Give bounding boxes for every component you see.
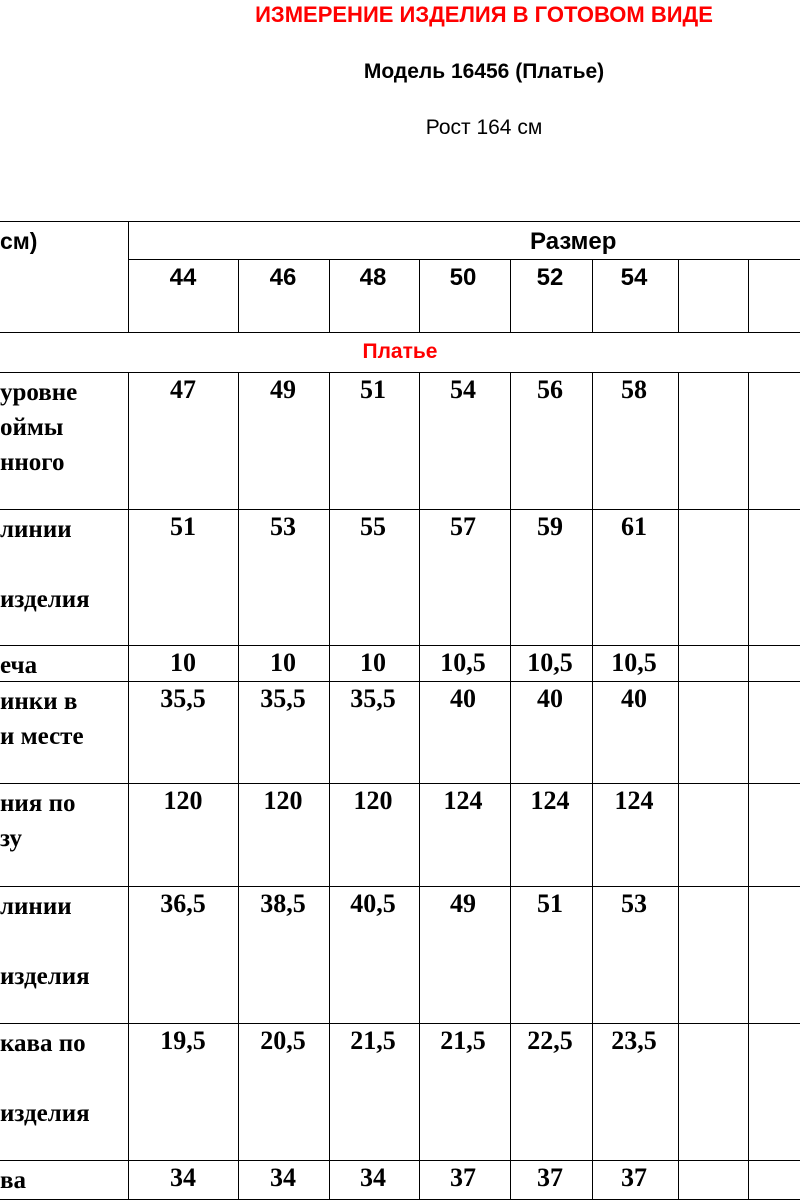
table-cell: 120 [353,786,393,815]
table-cell: 38,5 [260,889,306,918]
row-label: ва [0,1167,27,1194]
table-cell: 10,5 [611,648,657,677]
table-cell: 34 [270,1163,296,1192]
table-cell: 58 [621,375,647,404]
table-cell: 56 [537,375,563,404]
size-header-cell: 46 [269,264,297,291]
table-rule [0,645,800,646]
table-cell: 51 [360,375,386,404]
table-rule [329,259,330,332]
size-header-cell: 48 [359,264,387,291]
row-label: еча [0,652,38,679]
table-rule [0,332,800,333]
unit-label: см) [0,228,38,254]
table-cell: 40 [450,684,476,713]
size-header-cell: 44 [169,264,197,291]
table-cell: 53 [621,889,647,918]
table-cell: 124 [443,786,483,815]
table-cell: 49 [450,889,476,918]
row-label: кава по [0,1030,86,1057]
table-rule [0,681,800,682]
table-rule [0,1023,800,1024]
table-cell: 57 [450,512,476,541]
row-label: линии [0,893,72,920]
table-rule [419,259,420,332]
size-header-cell: 50 [449,264,477,291]
document-title: ИЗМЕРЕНИЕ ИЗДЕЛИЯ В ГОТОВОМ ВИДЕ [255,2,713,27]
row-label: линии [0,516,72,543]
table-cell: 22,5 [527,1026,573,1055]
row-label: оймы [0,414,64,441]
row-label: нного [0,449,65,476]
table-rule [0,372,800,373]
table-cell: 37 [450,1163,476,1192]
table-cell: 36,5 [160,889,206,918]
table-cell: 34 [360,1163,386,1192]
table-cell: 40 [537,684,563,713]
table-rule [0,1199,800,1200]
table-rule [592,259,593,332]
table-cell: 20,5 [260,1026,306,1055]
size-header-cell: 54 [620,264,648,291]
table-cell: 124 [614,786,654,815]
table-cell: 21,5 [440,1026,486,1055]
section-label: Платье [362,340,438,363]
row-label: инки в [0,688,78,715]
table-cell: 37 [621,1163,647,1192]
table-cell: 40 [621,684,647,713]
table-cell: 59 [537,512,563,541]
table-cell: 35,5 [260,684,306,713]
row-label: и месте [0,723,84,750]
size-header-cell: 52 [536,264,564,291]
row-label: изделия [0,586,90,613]
table-rule [0,886,800,887]
height-label: Рост 164 см [425,116,543,139]
table-cell: 35,5 [350,684,396,713]
table-rule [0,509,800,510]
model-name: Модель 16456 (Платье) [363,60,605,83]
table-cell: 35,5 [160,684,206,713]
table-cell: 54 [450,375,476,404]
table-cell: 10 [170,648,196,677]
table-rule [0,221,800,222]
table-cell: 37 [537,1163,563,1192]
row-label: изделия [0,963,90,990]
table-cell: 10 [270,648,296,677]
table-cell: 10,5 [527,648,573,677]
table-cell: 51 [537,889,563,918]
table-cell: 51 [170,512,196,541]
row-label: уровне [0,379,78,406]
table-rule [748,372,749,1200]
table-cell: 55 [360,512,386,541]
table-rule [238,259,239,332]
table-rule [128,221,129,332]
table-cell: 49 [270,375,296,404]
table-rule [678,259,679,332]
table-cell: 40,5 [350,889,396,918]
table-cell: 61 [621,512,647,541]
table-rule [128,372,129,1200]
row-label: ния по [0,790,76,817]
table-cell: 10 [360,648,386,677]
table-rule [0,1160,800,1161]
table-cell: 34 [170,1163,196,1192]
size-header: Размер [530,228,617,255]
table-rule [0,783,800,784]
table-cell: 53 [270,512,296,541]
table-cell: 19,5 [160,1026,206,1055]
table-cell: 10,5 [440,648,486,677]
table-cell: 23,5 [611,1026,657,1055]
table-cell: 120 [263,786,303,815]
row-label: зу [0,825,23,852]
table-cell: 124 [530,786,570,815]
table-cell: 21,5 [350,1026,396,1055]
table-rule [748,259,749,332]
table-rule [128,259,800,260]
row-label: изделия [0,1100,90,1127]
table-cell: 120 [163,786,203,815]
table-cell: 47 [170,375,196,404]
